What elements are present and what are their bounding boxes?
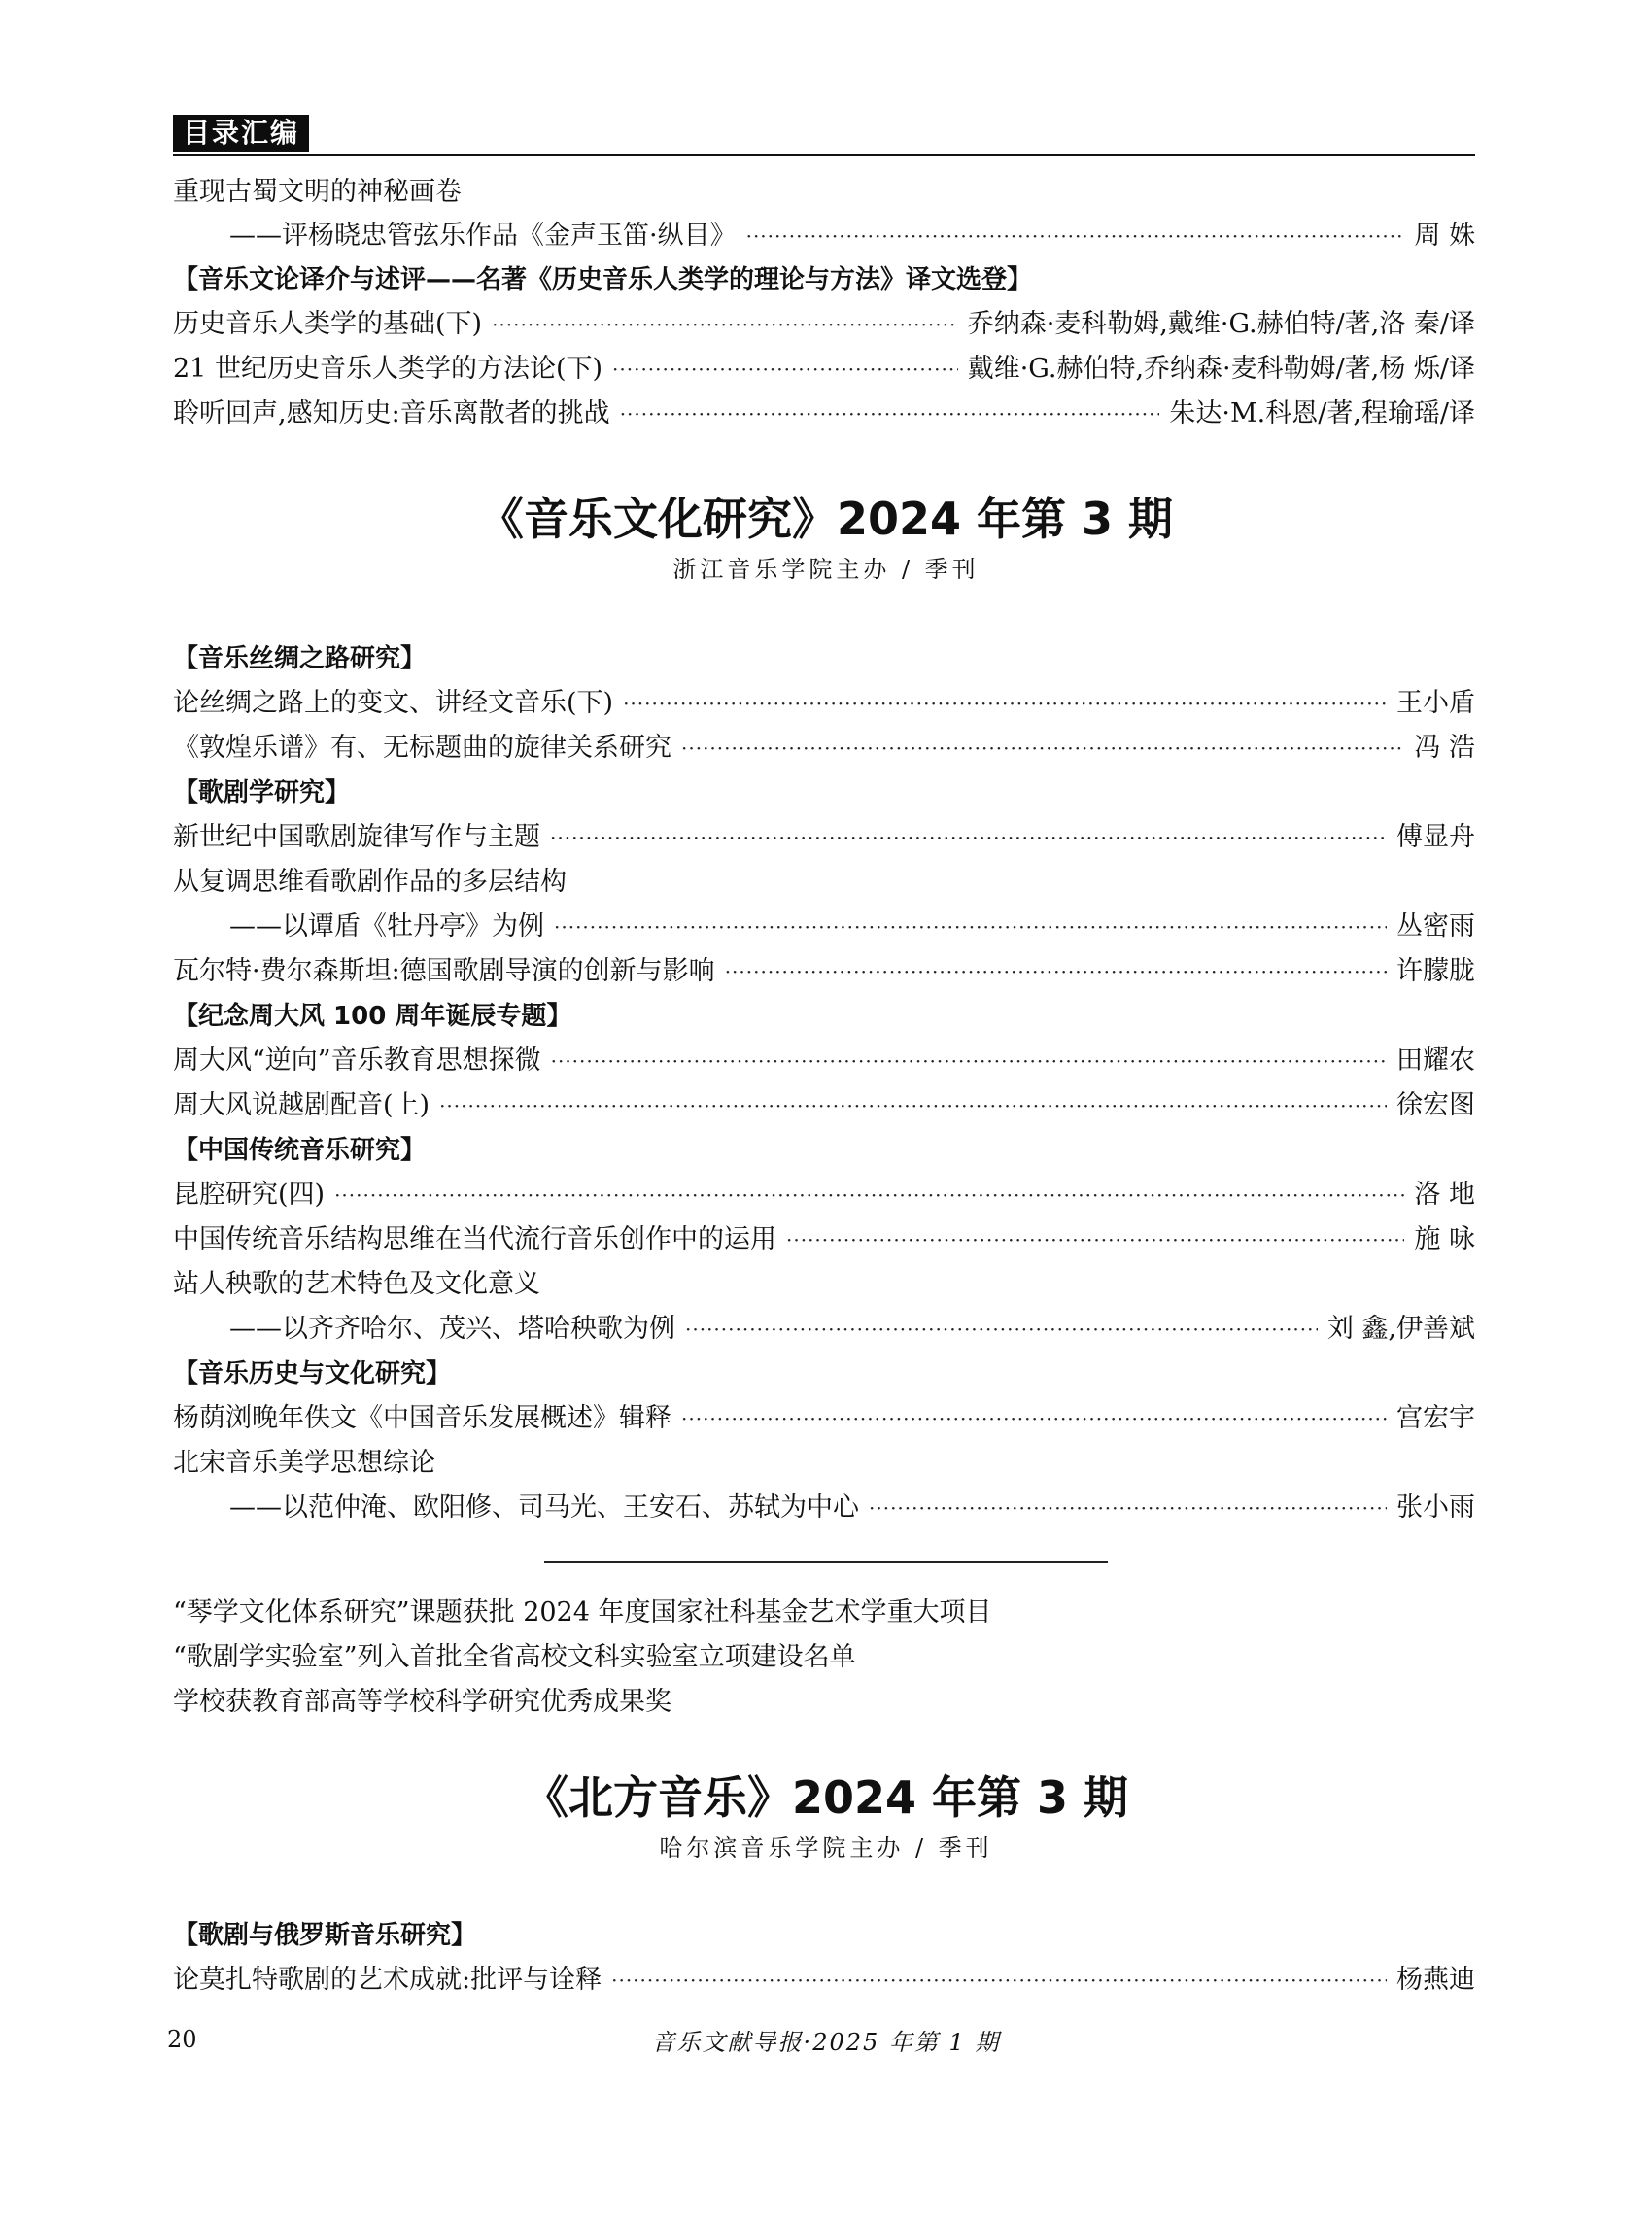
entry-author: 丛密雨 <box>1396 911 1475 942</box>
toc-entry <box>173 393 1475 435</box>
news-item: “琴学文化体系研究”课题获批 2024 年度国家社科基金艺术学重大项目 <box>173 1597 992 1627</box>
entry-author: 杨燕迪 <box>1396 1965 1475 1995</box>
toc-entry <box>173 348 1475 391</box>
section-heading: 【纪念周大风 100 周年诞辰专题】 <box>173 1002 572 1031</box>
toc-entry <box>173 682 1475 725</box>
section-heading: 【中国传统音乐研究】 <box>173 1136 427 1165</box>
entry-title: 北宋音乐美学思想综论 <box>173 1448 435 1478</box>
page-number: 20 <box>167 2026 197 2053</box>
entry-author: 田耀农 <box>1396 1045 1475 1076</box>
section-heading: 【歌剧与俄罗斯音乐研究】 <box>173 1921 477 1950</box>
dot-leader <box>623 682 1387 725</box>
divider-rule <box>544 1561 1108 1563</box>
dot-leader <box>746 215 1405 257</box>
entry-title: ——以范仲淹、欧阳修、司马光、王安石、苏轼为中心 <box>229 1492 859 1523</box>
entry-title: ——评杨晓忠管弦乐作品《金声玉笛·纵目》 <box>229 221 737 251</box>
dot-leader <box>612 348 958 391</box>
running-footer: 音乐文献导报·2025 年第 1 期 <box>651 2029 1001 2056</box>
entry-author: 徐宏图 <box>1396 1090 1475 1120</box>
entry-title: 昆腔研究(四) <box>173 1180 326 1210</box>
entry-title: 聆听回声,感知历史:音乐离散者的挑战 <box>173 398 610 428</box>
dot-leader <box>492 303 958 346</box>
entry-title: ——以谭盾《牡丹亭》为例 <box>229 911 544 942</box>
section-heading: 【音乐文论译介与述评——名著《历史音乐人类学的理论与方法》译文选登】 <box>173 265 1033 294</box>
dot-leader <box>554 906 1387 948</box>
entry-author: 许朦胧 <box>1396 956 1475 986</box>
entry-title: 论莫扎特歌剧的艺术成就:批评与诠释 <box>173 1965 602 1995</box>
journal-subtitle: 浙江音乐学院主办 / 季刊 <box>672 556 980 583</box>
dot-leader <box>786 1218 1404 1261</box>
news-item: 学校获教育部高等学校科学研究优秀成果奖 <box>173 1687 671 1717</box>
entry-title: 新世纪中国歌剧旋律写作与主题 <box>173 822 540 852</box>
dot-leader <box>611 1959 1387 2002</box>
dot-leader <box>681 727 1404 770</box>
toc-entry <box>173 950 1475 993</box>
toc-entry <box>173 171 1475 214</box>
section-heading: 【歌剧学研究】 <box>173 778 351 807</box>
section-heading: 【音乐丝绸之路研究】 <box>173 644 427 673</box>
toc-entry <box>173 727 1475 770</box>
entry-author: 周 姝 <box>1414 221 1475 251</box>
entry-author: 乔纳森·麦科勒姆,戴维·G.赫伯特/著,洛 秦/译 <box>967 309 1475 339</box>
entry-title: 重现古蜀文明的神秘画卷 <box>173 177 462 207</box>
toc-entry <box>173 1218 1475 1261</box>
toc-entry <box>173 1084 1475 1127</box>
toc-entry <box>173 1263 1475 1306</box>
entry-author: 王小盾 <box>1396 688 1475 718</box>
toc-entry <box>173 1174 1475 1216</box>
entry-author: 宫宏宇 <box>1396 1403 1475 1433</box>
dot-leader <box>620 393 1160 435</box>
entry-title: 《敦煌乐谱》有、无标题曲的旋律关系研究 <box>173 733 671 763</box>
dot-leader <box>551 1040 1387 1082</box>
toc-entry <box>173 215 1475 257</box>
dot-leader <box>725 950 1387 993</box>
dot-leader <box>334 1174 1404 1216</box>
entry-author: 洛 地 <box>1414 1180 1475 1210</box>
section-tag: 目录汇编 <box>173 115 309 152</box>
journal-title: 《音乐文化研究》2024 年第 3 期 <box>478 493 1174 545</box>
entry-author: 冯 浩 <box>1414 733 1475 763</box>
toc-entry <box>173 816 1475 859</box>
toc-entry <box>173 1487 1475 1529</box>
entry-author: 施 咏 <box>1414 1224 1475 1254</box>
toc-entry <box>173 906 1475 948</box>
section-heading: 【音乐历史与文化研究】 <box>173 1359 452 1388</box>
entry-title: 从复调思维看歌剧作品的多层结构 <box>173 867 567 897</box>
header-rule <box>173 154 1475 156</box>
entry-title: 21 世纪历史音乐人类学的方法论(下) <box>173 354 603 384</box>
toc-entry <box>173 1397 1475 1440</box>
entry-author: 戴维·G.赫伯特,乔纳森·麦科勒姆/著,杨 烁/译 <box>967 354 1475 384</box>
toc-entry <box>173 1442 1475 1485</box>
toc-entry <box>173 1308 1475 1351</box>
dot-leader <box>439 1084 1387 1127</box>
entry-title: ——以齐齐哈尔、茂兴、塔哈秧歌为例 <box>229 1314 675 1344</box>
dot-leader <box>550 816 1387 859</box>
entry-title: 瓦尔特·费尔森斯坦:德国歌剧导演的创新与影响 <box>173 956 715 986</box>
toc-entry <box>173 1959 1475 2002</box>
journal-title: 《北方音乐》2024 年第 3 期 <box>523 1771 1129 1824</box>
entry-author: 朱达·M.科恩/著,程瑜瑶/译 <box>1169 398 1475 428</box>
dot-leader <box>685 1308 1318 1351</box>
entry-title: 站人秧歌的艺术特色及文化意义 <box>173 1269 540 1299</box>
entry-author: 傅显舟 <box>1396 822 1475 852</box>
news-item: “歌剧学实验室”列入首批全省高校文科实验室立项建设名单 <box>173 1642 856 1672</box>
entry-title: 中国传统音乐结构思维在当代流行音乐创作中的运用 <box>173 1224 776 1254</box>
entry-title: 杨荫浏晚年佚文《中国音乐发展概述》辑释 <box>173 1403 671 1433</box>
entry-author: 张小雨 <box>1396 1492 1475 1523</box>
entry-title: 周大风“逆向”音乐教育思想探微 <box>173 1045 541 1076</box>
entry-title: 论丝绸之路上的变文、讲经文音乐(下) <box>173 688 614 718</box>
entry-title: 历史音乐人类学的基础(下) <box>173 309 483 339</box>
dot-leader <box>681 1397 1387 1440</box>
toc-entry <box>173 303 1475 346</box>
toc-entry <box>173 861 1475 904</box>
toc-entry <box>173 1040 1475 1082</box>
entry-author: 刘 鑫,伊善斌 <box>1326 1314 1475 1344</box>
page-header <box>173 115 1475 155</box>
journal-subtitle: 哈尔滨音乐学院主办 / 季刊 <box>659 1834 993 1862</box>
entry-title: 周大风说越剧配音(上) <box>173 1090 430 1120</box>
dot-leader <box>869 1487 1387 1529</box>
